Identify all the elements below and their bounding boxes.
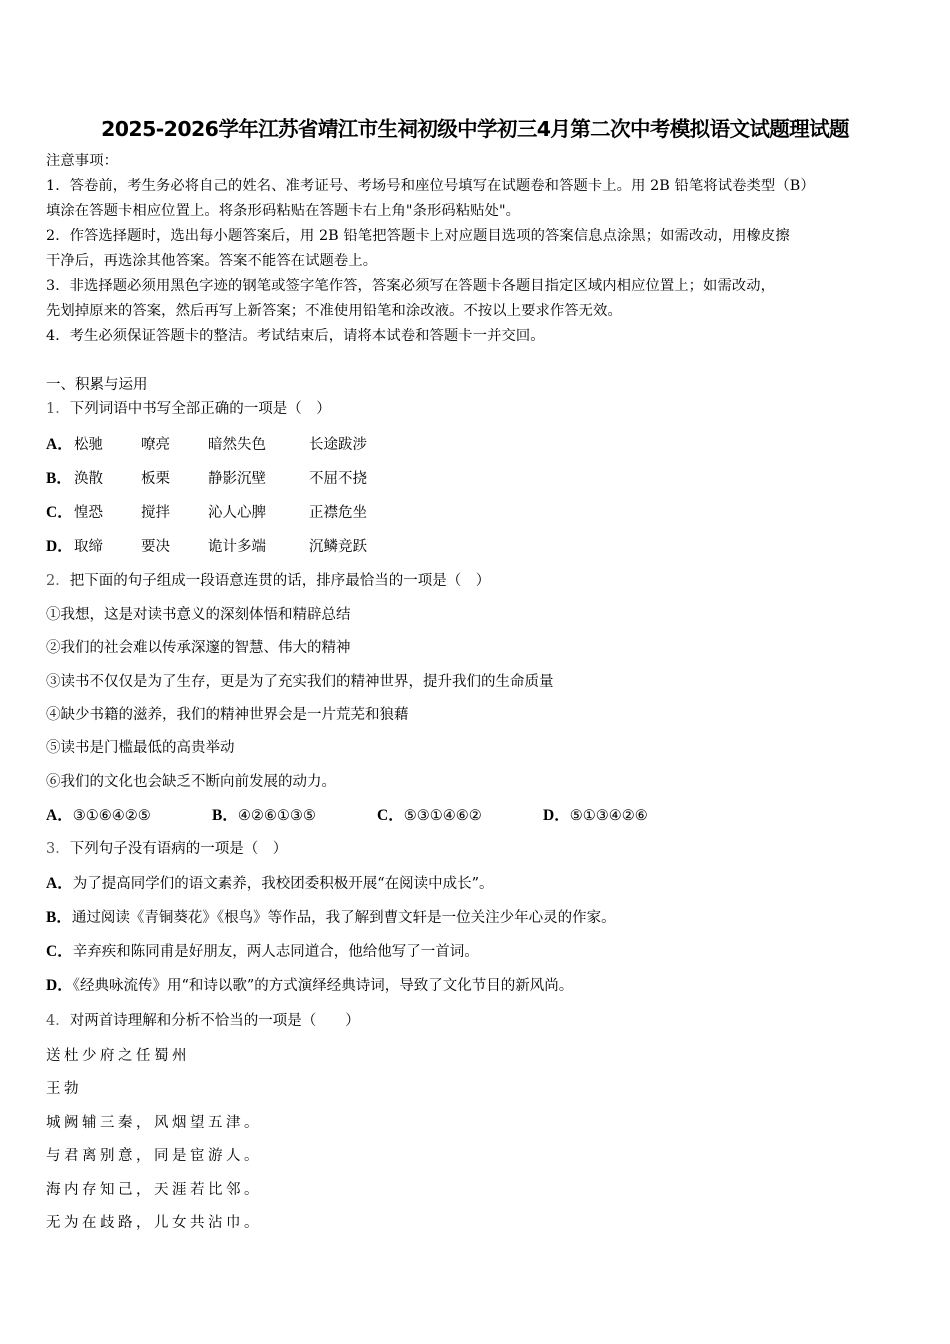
option-label: B． [46,470,72,487]
notice-line: 填涂在答题卡相应位置上。将条形码粘贴在答题卡右上角"条形码粘贴处"。 [46,203,521,219]
option-word: 嘹亮 [141,437,170,453]
poem-line: 城阙辅三秦，风烟望五津。 [46,1115,262,1131]
option-word: 要决 [141,539,170,555]
option-word: 静影沉壁 [208,471,266,487]
option-text: ⑤①③④②⑥ [569,808,648,824]
notice-line: 干净后，再选涂其他答案。答案不能答在试题卷上。 [46,253,378,269]
option-word: 正襟危坐 [309,505,367,521]
question-1-option-c [46,503,367,523]
question-text: 对两首诗理解和分析不恰当的一项是（ ） [69,1013,360,1029]
question-3-option-b [46,908,616,928]
question-3-option-c [46,942,479,962]
option-label: A． [46,436,73,453]
question-2-stem [46,571,490,591]
question-text: 下列词语中书写全部正确的一项是（ ） [69,401,331,417]
poem-line: 与君离别意，同是宦游人。 [46,1148,262,1164]
option-label: D． [46,538,73,555]
option-label: A． [46,875,73,892]
question-text: 把下面的句子组成一段语意连贯的话，排序最恰当的一项是（ ） [69,573,491,589]
option-word: 搅拌 [141,505,170,521]
question-1-option-d [46,537,367,557]
question-2-option-a [46,806,212,826]
option-label: D． [543,807,570,824]
sentence-item: ③读书不仅仅是为了生存，更是为了充实我们的精神世界，提升我们的生命质量 [46,674,554,690]
sentence-item: ①我想，这是对读书意义的深刻体悟和精辟总结 [46,607,351,623]
option-word: 取缔 [74,539,103,555]
option-word: 暗然失色 [208,437,266,453]
question-4-stem [46,1011,360,1031]
question-2-option-c [377,806,543,826]
option-label: C． [377,807,404,824]
question-1-option-a [46,435,367,455]
option-label: A． [46,807,73,824]
option-text: 辛弃疾和陈同甫是好朋友，两人志同道合，他给他写了一首词。 [72,944,479,960]
option-word: 板栗 [141,471,170,487]
question-text: 下列句子没有语病的一项是（ ） [69,841,288,857]
option-word: 诡计多端 [208,539,266,555]
option-text: 《经典咏流传》用“和诗以歌”的方式演绎经典诗词，导致了文化节目的新风尚。 [72,978,574,994]
option-label: B． [46,909,72,926]
option-text: ⑤③①④⑥② [403,808,482,824]
poem-line: 海内存知己，天涯若比邻。 [46,1182,262,1198]
section-heading: 一、积累与运用 [46,377,148,393]
option-label: B． [212,807,238,824]
question-number: 3． [46,841,70,857]
option-word: 惶恐 [74,505,103,521]
option-text: 为了提高同学们的语文素养，我校团委积极开展“在阅读中成长”。 [72,876,494,892]
question-number: 2． [46,573,70,589]
sentence-item: ⑤读书是门槛最低的高贵举动 [46,740,235,756]
notice-line: 4．考生必须保证答题卡的整洁。考试结束后，请将本试卷和答题卡一并交回。 [46,328,545,344]
option-text: 通过阅读《青铜葵花》《根鸟》等作品，我了解到曹文轩是一位关注少年心灵的作家。 [71,910,616,926]
sentence-item: ②我们的社会难以传承深邃的智慧、伟大的精神 [46,640,351,656]
option-word: 不屈不挠 [309,471,367,487]
sentence-item: ⑥我们的文化也会缺乏不断向前发展的动力。 [46,774,336,790]
option-word: 沉鳞竞跃 [309,539,367,555]
question-3-option-d [46,976,573,996]
option-word: 涣散 [74,471,103,487]
question-3-option-a [46,874,494,894]
poem-title: 送杜少府之任蜀州 [46,1048,190,1064]
question-1-option-b [46,469,367,489]
question-number: 1． [46,401,70,417]
question-2-option-d [543,806,648,826]
option-word: 沁人心脾 [208,505,266,521]
notice-heading: 注意事项： [46,153,118,169]
option-word: 松驰 [74,437,103,453]
exam-title: 2025-2026学年江苏省靖江市生祠初级中学初三4月第二次中考模拟语文试题理试题 [101,117,849,141]
poem-author: 王勃 [46,1081,82,1097]
question-2-option-b [212,806,377,826]
poem-line: 无为在歧路，儿女共沾巾。 [46,1215,262,1231]
notice-line: 2．作答选择题时，选出每小题答案后，用 2B 铅笔把答题卡上对应题目选项的答案信息点涂黑；如需改动，用橡皮擦 [46,228,790,244]
question-1-stem [46,399,331,419]
option-word: 长途跋涉 [309,437,367,453]
option-label: D． [46,977,73,994]
option-text: ④②⑥①③⑤ [237,808,316,824]
option-label: C． [46,504,73,521]
notice-line: 3．非选择题必须用黑色字迹的钢笔或签字笔作答，答案必须写在答题卡各题目指定区域内相应位置上；如需改动， [46,278,776,294]
question-3-stem [46,839,287,859]
option-text: ③①⑥④②⑤ [72,808,151,824]
sentence-item: ④缺少书籍的滋养，我们的精神世界会是一片荒芜和狼藉 [46,707,409,723]
question-2-options [46,806,648,826]
notice-line: 1．答卷前，考生务必将自己的姓名、准考证号、考场号和座位号填写在试题卷和答题卡上。用 2B 铅笔将试卷类型（B） [46,178,815,194]
option-label: C． [46,943,73,960]
notice-line: 先划掉原来的答案，然后再写上新答案；不准使用铅笔和涂改液。不按以上要求作答无效。 [46,303,622,319]
question-number: 4． [46,1013,70,1029]
